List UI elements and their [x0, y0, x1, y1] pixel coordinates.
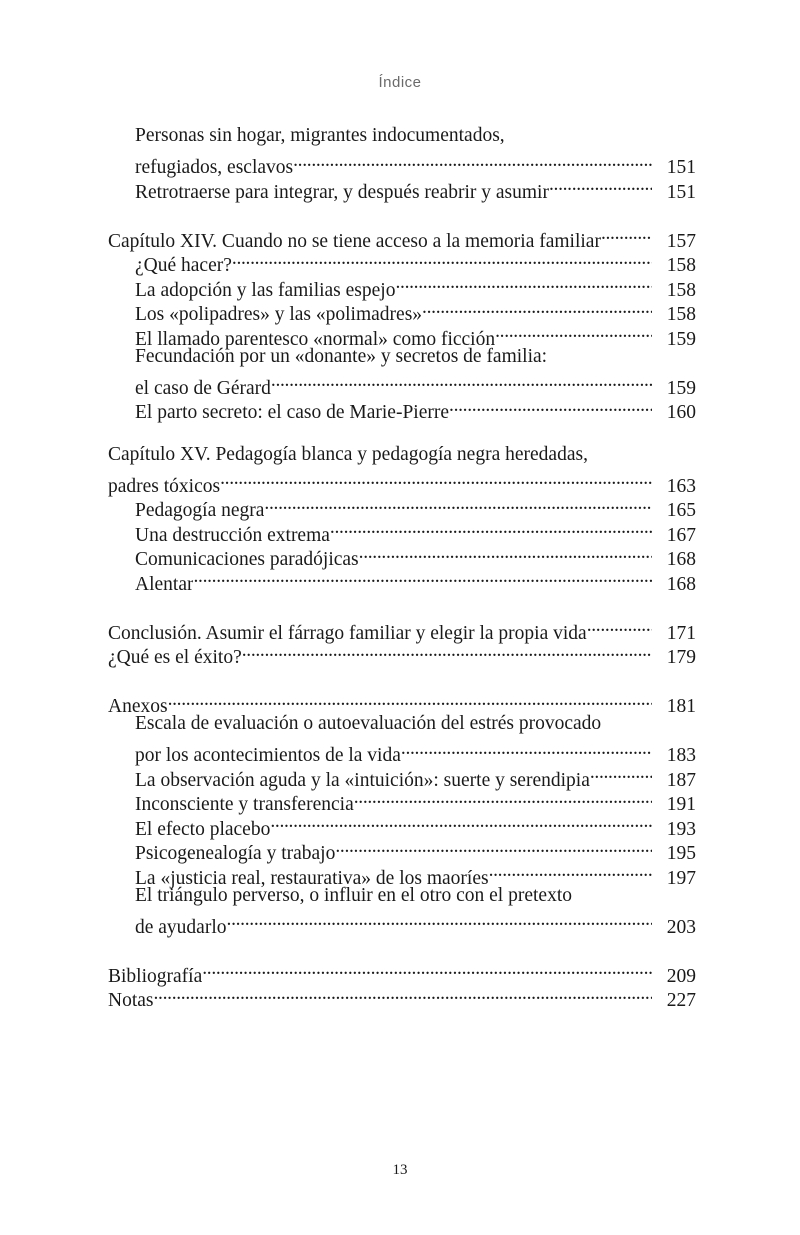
toc-entry-page: 151 [666, 181, 696, 203]
toc-chapter-page: 209 [666, 965, 696, 987]
dot-leader [587, 614, 652, 639]
toc-entry-title: Psicogenealogía y trabajo [135, 843, 336, 864]
toc-entry-page: 191 [666, 794, 696, 815]
toc-entry-title: El triángulo perverso, o influir en el otro con el pretexto [135, 884, 572, 906]
toc-entry-page: 168 [666, 573, 696, 595]
toc-entry-title: La «justicia real, restaurativa» de los maoríes [135, 867, 489, 889]
toc-entry [108, 712, 696, 737]
dot-leader [293, 149, 652, 174]
dot-leader [401, 737, 652, 762]
page-number: 13 [392, 1162, 408, 1178]
toc-chapter [108, 467, 696, 497]
dot-leader [590, 761, 652, 786]
dot-leader [242, 639, 652, 664]
toc-entry-page: 197 [666, 867, 696, 889]
toc-entry-title: Retrotraerse para integrar, y después reabrir y asumir [135, 181, 549, 203]
toc-entry [108, 345, 696, 370]
dot-leader [227, 908, 652, 933]
dot-leader [270, 810, 652, 835]
toc-entry-page: 159 [666, 377, 696, 399]
toc-chapter-title: Anexos [108, 696, 168, 717]
toc-entry-title: Comunicaciones paradójicas [135, 549, 359, 570]
toc-entry-title: ¿Qué hacer? [135, 255, 232, 276]
toc-entry-title: El llamado parentesco «normal» como ficción [135, 328, 496, 350]
dot-leader [335, 835, 652, 860]
toc-chapter-title: Notas [108, 990, 154, 1011]
toc-entry-page: 151 [666, 157, 696, 178]
toc-entry-title: Escala de evaluación o autoevaluación del estrés provocado [135, 713, 602, 734]
toc-chapter-title: ¿Qué es el éxito? [108, 647, 242, 668]
toc-entry [108, 565, 696, 595]
dot-leader [549, 173, 652, 198]
section-spacer [108, 590, 696, 615]
dot-leader [264, 492, 652, 517]
dot-leader [220, 467, 652, 492]
toc-chapter-page: 171 [666, 622, 696, 644]
toc-entry [108, 884, 696, 909]
toc-entry [108, 908, 696, 938]
dot-leader [271, 369, 652, 394]
dot-leader [354, 786, 652, 811]
toc-entry-page: 167 [666, 524, 696, 546]
dot-leader [422, 296, 652, 321]
toc-entry [108, 124, 696, 149]
toc-entry-title: de ayudarlo [135, 916, 227, 938]
toc-chapter [108, 688, 696, 717]
toc-chapter-title: Capítulo XIV. Cuando no se tiene acceso a la memoria familiar [108, 230, 601, 252]
toc-entry-title: por los acontecimientos de la vida [135, 745, 401, 766]
table-of-contents [108, 124, 696, 1011]
dot-leader [154, 982, 653, 1007]
dot-leader [202, 957, 652, 982]
toc-chapter [108, 982, 696, 1011]
dot-leader [232, 247, 652, 272]
dot-leader [601, 222, 652, 247]
toc-chapter-title: padres tóxicos [108, 475, 221, 497]
dot-leader [489, 859, 652, 884]
toc-entry-title: Una destrucción extrema [135, 524, 330, 546]
toc-entry-title: Alentar [135, 573, 194, 595]
toc-entry-title: La adopción y las familias espejo [135, 279, 396, 301]
toc-chapter-title: Capítulo XV. Pedagogía blanca y pedagogía negra heredadas, [108, 443, 588, 465]
toc-entry [108, 149, 696, 178]
toc-chapter-page: 227 [666, 990, 696, 1011]
dot-leader [330, 516, 652, 541]
toc-entry-page: 160 [666, 402, 696, 423]
toc-entry-title: La observación aguda y la «intuición»: suerte y serendipia [135, 769, 590, 791]
toc-entry-title: El parto secreto: el caso de Marie-Pierre [135, 402, 450, 423]
toc-entry-page: 158 [666, 279, 696, 301]
toc-entry-page: 195 [666, 843, 696, 864]
toc-entry [108, 737, 696, 766]
dot-leader [495, 320, 652, 345]
toc-entry-page: 203 [666, 916, 696, 938]
toc-entry-title: Los «polipadres» y las «polimadres» [135, 304, 423, 325]
dot-leader [395, 271, 652, 296]
toc-chapter-title: Conclusión. Asumir el fárrago familiar y elegir la propia vida [108, 622, 587, 644]
toc-entry-page: 183 [666, 745, 696, 766]
toc-entry-page: 158 [666, 255, 696, 276]
dot-leader [168, 688, 652, 713]
toc-entry [108, 369, 696, 399]
toc-entry-page: 159 [666, 328, 696, 350]
dot-leader [193, 565, 652, 590]
toc-chapter [108, 957, 696, 987]
toc-entry-page: 165 [666, 500, 696, 521]
toc-chapter-page: 181 [666, 696, 696, 717]
toc-entry-title: refugiados, esclavos [135, 157, 294, 178]
running-header: Índice [378, 74, 422, 91]
toc-entry-page: 193 [666, 818, 696, 840]
toc-entry-page: 168 [666, 549, 696, 570]
toc-chapter-title: Bibliografía [108, 965, 203, 987]
toc-chapter [108, 222, 696, 252]
toc-entry-page: 187 [666, 769, 696, 791]
toc-entry-title: Fecundación por un «donante» y secretos de familia: [135, 345, 548, 367]
toc-chapter [108, 443, 696, 468]
toc-entry-title: el caso de Gérard [135, 377, 271, 399]
toc-chapter-page: 163 [666, 475, 696, 497]
toc-entry-title: Personas sin hogar, migrantes indocumentados, [135, 125, 505, 146]
dot-leader [359, 541, 652, 566]
toc-entry-page: 158 [666, 304, 696, 325]
toc-chapter [108, 614, 696, 644]
toc-entry-title: Pedagogía negra [135, 500, 265, 521]
toc-chapter-page: 157 [666, 230, 696, 252]
toc-entry-title: Inconsciente y transferencia [135, 794, 354, 815]
dot-leader [449, 394, 652, 419]
toc-chapter-page: 179 [666, 647, 696, 668]
toc-entry-title: El efecto placebo [135, 818, 271, 840]
